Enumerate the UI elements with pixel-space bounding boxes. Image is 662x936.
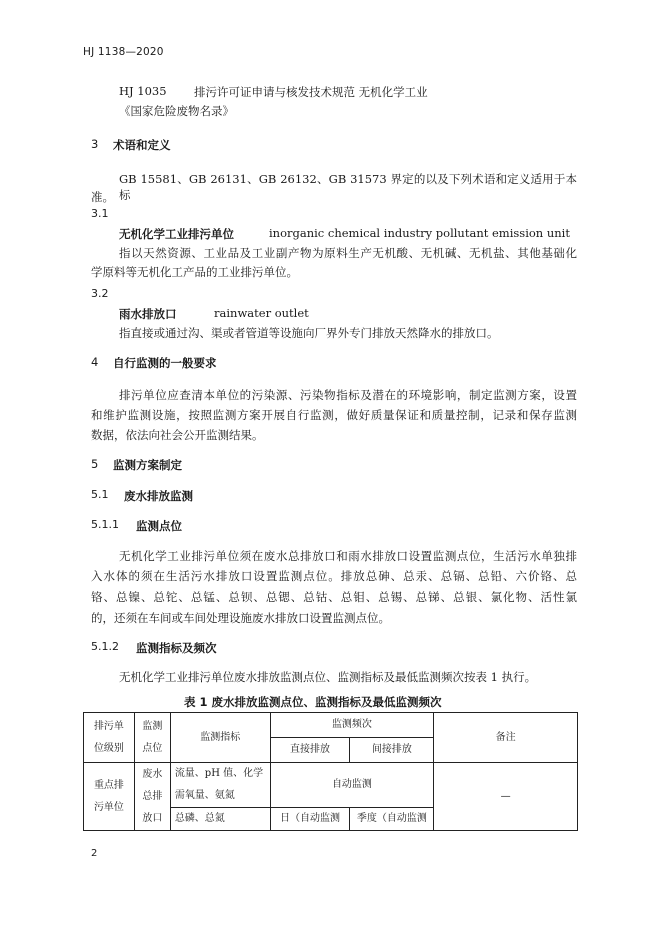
ref-title-2: 《国家危险废物名录》 [119,104,234,118]
section-4-para-line2: 和维护监测设施，按照监测方案开展自行监测，做好质量保证和质量控制，记录和保存监测 [91,408,577,422]
cell-frequency-auto: 自动监测 [270,763,434,808]
section-5-number: 5 [91,457,99,471]
section-5-1-title: 废水排放监测 [124,489,193,503]
term-3-1-def-line1: 指以天然资源、工业品及工业副产物为原料生产无机酸、无机碱、无机盐、其他基础化 [119,246,577,260]
header-monitoring-point-line1: 监测 [142,720,163,732]
section-3-intro-line2: 准。 [91,190,114,204]
header-direct-discharge: 直接排放 [270,738,350,763]
header-monitoring-frequency: 监测频次 [270,713,434,738]
cell-unit-key-line2: 污单位 [93,801,124,813]
cell-direct-row2: 日（自动监测 [270,808,350,831]
cell-point-outlet [134,763,170,831]
section-5-1-1-para-line1: 无机化学工业排污单位须在废水总排放口和雨水排放口设置监测点位，生活污水单独排 [119,549,577,563]
section-5-1-1-para-line2: 入水体的须在生活污水排放口设置监测点位。排放总砷、总汞、总镉、总铅、六价铬、总 [91,569,577,583]
header-monitoring-point-line2: 点位 [142,742,163,754]
header-unit-level-line1: 排污单 [93,720,124,732]
section-3-title: 术语和定义 [113,138,171,152]
header-monitoring-point [134,713,170,763]
term-3-1-english: inorganic chemical industry pollutant emission unit [269,226,570,240]
header-code: HJ 1138—2020 [83,46,164,58]
section-5-1-1-para-line3: 铬、总镍、总铊、总锰、总钡、总锶、总钴、总钼、总锡、总锑、总银、氯化物、活性氯 [91,590,577,604]
term-3-1-number: 3.1 [91,207,109,220]
section-4-para-line3: 数据，依法向社会公开监测结果。 [91,428,264,442]
cell-point-outlet-line2: 总排 [142,790,163,802]
header-unit-level-line2: 位级别 [93,742,124,754]
term-3-2-number: 3.2 [91,287,109,300]
section-3-number: 3 [91,137,99,151]
cell-point-outlet-line3: 放口 [142,812,163,824]
section-5-1-number: 5.1 [91,488,109,501]
cell-unit-key [84,763,135,831]
header-indirect-discharge: 间接排放 [350,738,434,763]
section-5-1-2-para-line1: 无机化学工业排污单位废水排放监测点位、监测指标及最低监测频次按表 1 执行。 [119,670,537,684]
section-5-1-2-title: 监测指标及频次 [136,641,217,655]
ref-title-1: 排污许可证申请与核发技术规范 无机化学工业 [194,85,428,99]
cell-index-row1 [170,763,270,808]
cell-remarks: — [434,763,578,831]
section-5-1-2-number: 5.1.2 [91,640,119,653]
table-1-caption: 表 1 废水排放监测点位、监测指标及最低监测频次 [184,695,442,709]
term-3-1-def-line2: 学原料等无机化工产品的工业排污单位。 [91,265,298,279]
page-number: 2 [91,848,98,859]
term-3-2-english: rainwater outlet [214,306,309,320]
table-1 [83,712,578,831]
header-unit-level [84,713,135,763]
term-3-2-name: 雨水排放口 [119,307,177,321]
section-5-title: 监测方案制定 [113,458,182,472]
section-5-1-1-para-line4: 的，还须在车间或车间处理设施废水排放口设置监测点位。 [91,611,390,625]
section-5-1-1-number: 5.1.1 [91,518,119,531]
table-header-row [84,713,578,738]
section-3-intro-line1: GB 15581、GB 26131、GB 26132、GB 31573 界定的以及下列术语和定义适用于本标 [119,172,577,202]
ref-code-1: HJ 1035 [119,84,167,98]
term-3-1-name: 无机化学工业排污单位 [119,227,234,241]
table-row [84,763,578,808]
term-3-2-def-line1: 指直接或通过沟、渠或者管道等设施向厂界外专门排放天然降水的排放口。 [119,326,499,340]
cell-index-row1-line2: 需氧量、氨氮 [174,790,235,801]
section-4-title: 自行监测的一般要求 [113,356,217,370]
cell-unit-key-line1: 重点排 [93,779,124,791]
section-5-1-1-title: 监测点位 [136,519,182,533]
cell-index-row2: 总磷、总氮 [170,808,270,831]
cell-point-outlet-line1: 废水 [142,768,163,780]
header-remarks: 备注 [434,713,578,763]
header-monitoring-index: 监测指标 [170,713,270,763]
section-4-para-line1: 排污单位应查清本单位的污染源、污染物指标及潜在的环境影响，制定监测方案，设置 [119,388,577,402]
section-4-number: 4 [91,355,99,369]
cell-indirect-row2: 季度（自动监测 [350,808,434,831]
cell-index-row1-line1: 流量、pH 值、化学 [174,768,264,779]
